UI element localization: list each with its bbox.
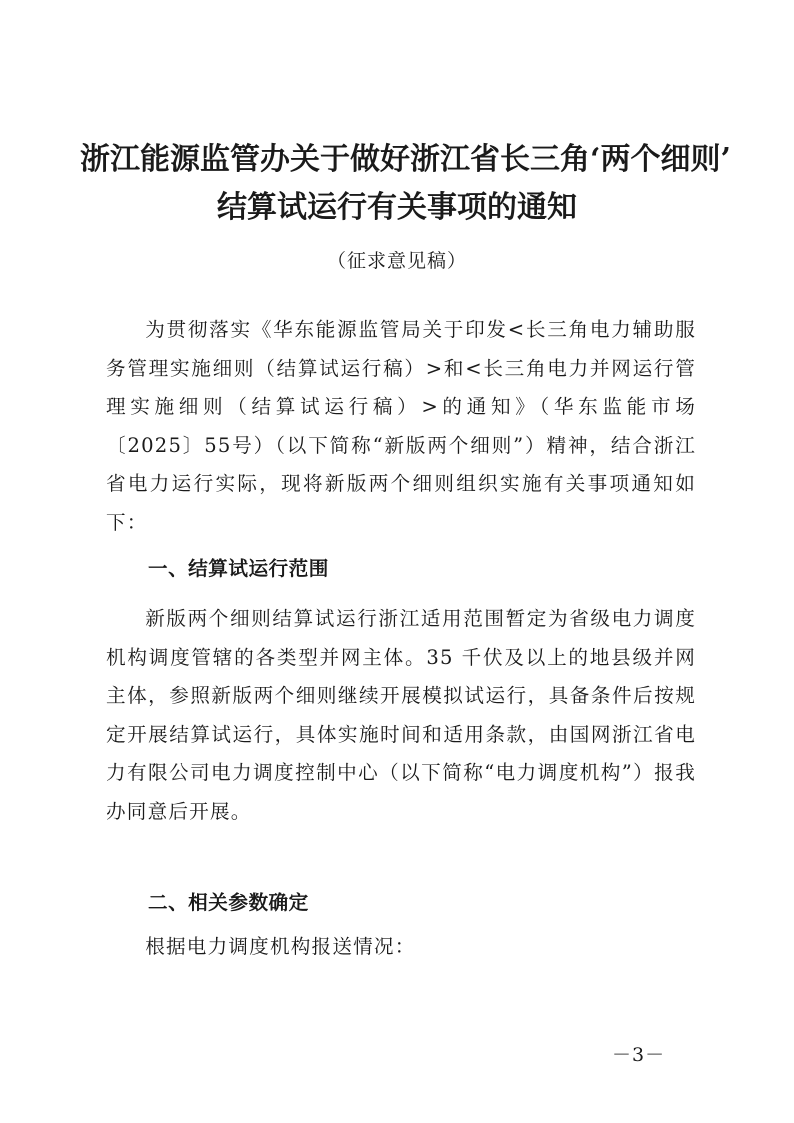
- page-number: －3－: [612, 1044, 666, 1066]
- document-title-line-2: 结算试运行有关事项的通知: [217, 190, 577, 225]
- parameters-paragraph: 根据电力调度机构报送情况：: [145, 935, 416, 958]
- section-heading-scope: 一、结算试运行范围: [148, 557, 329, 580]
- intro-paragraph: 为贯彻落实《华东能源监管局关于印发<长三角电力辅助服务管理实施细则（结算试运行稿）>和<长三角电力并网运行管理实施细则（结算试运行稿）>的通知》（华东监能市场〔2025〕55号）（以下简称“新版两个细则”）精神，结合浙江省电力运行实际，现将新版两个细则组织实施有关事项通知如下：: [106, 318, 696, 534]
- document-subtitle: （征求意见稿）: [326, 250, 467, 272]
- section-heading-parameters: 二、相关参数确定: [148, 891, 309, 914]
- document-title-line-1: 浙江能源监管办关于做好浙江省长三角‘两个细则’: [80, 142, 731, 177]
- scope-paragraph: 新版两个细则结算试运行浙江适用范围暂定为省级电力调度机构调度管辖的各类型并网主体。35 千伏及以上的地县级并网主体，参照新版两个细则继续开展模拟试运行，具备条件后按规定开展结算试运行，具体实施时间和适用条款，由国网浙江省电力有限公司电力调度控制中心（以下简称“电力调度机构”）报我办同意后开展。: [106, 607, 696, 823]
